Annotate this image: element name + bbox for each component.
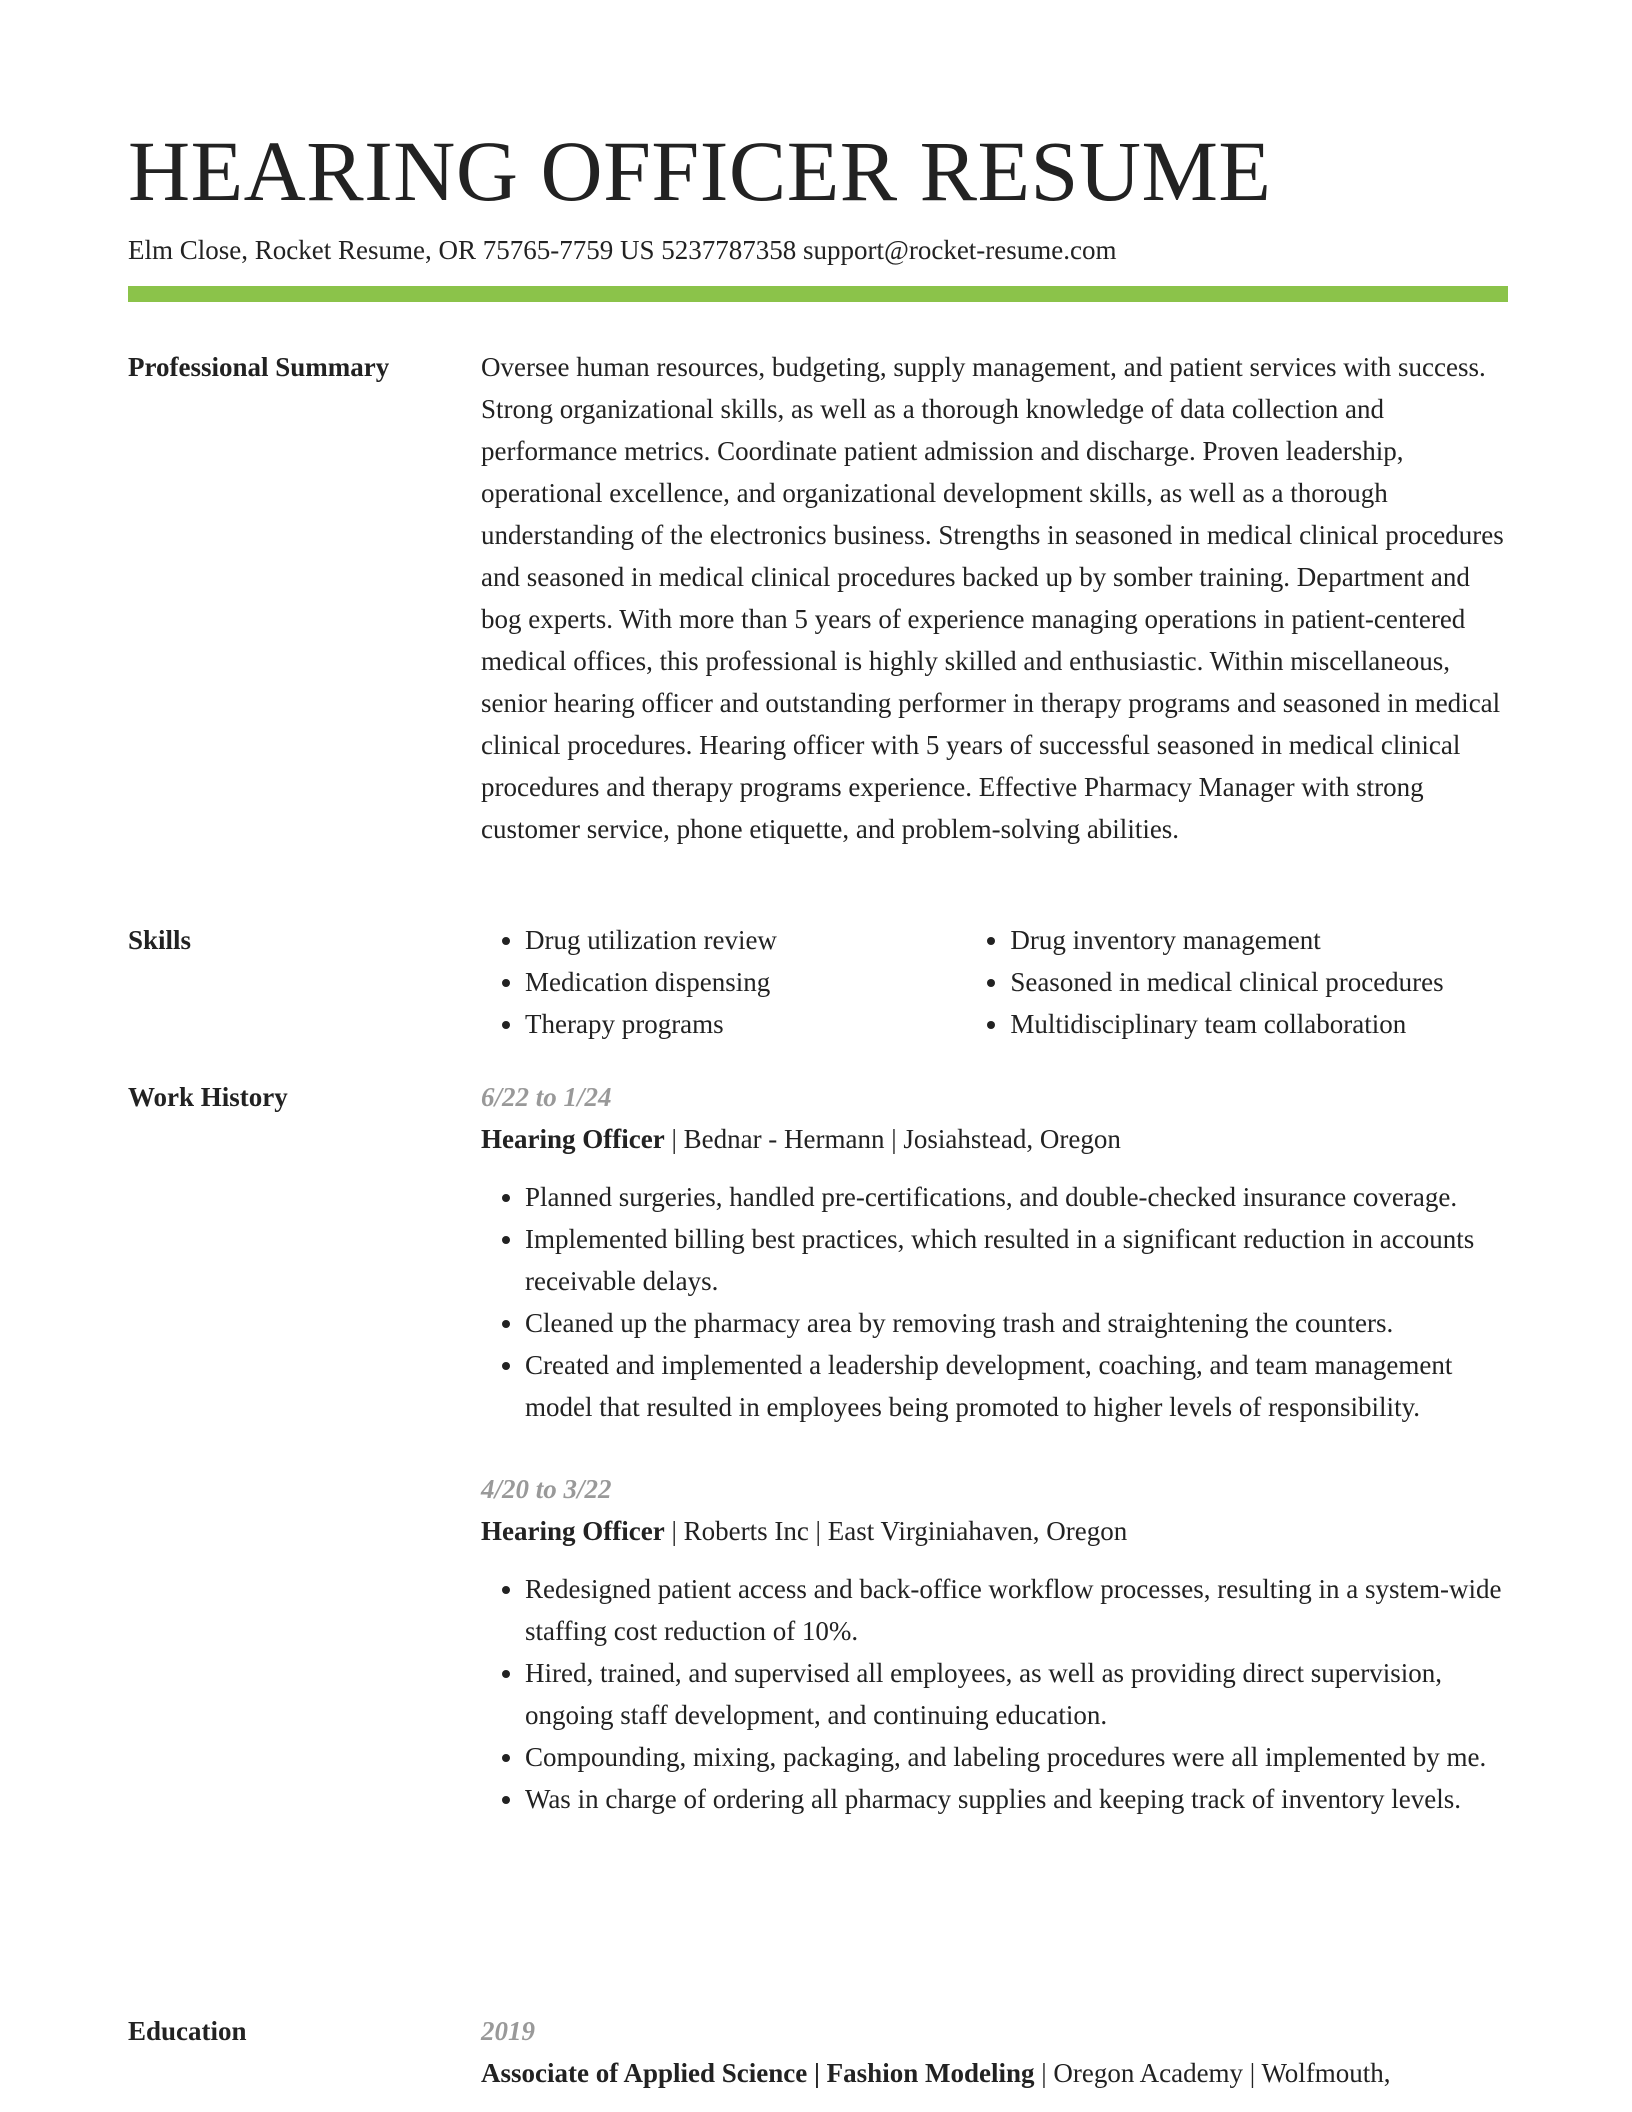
job-bullets bbox=[481, 1176, 1508, 1428]
education-details: | Oregon Academy | Wolfmouth, bbox=[1034, 2058, 1391, 2088]
summary-label: Professional Summary bbox=[128, 352, 390, 382]
summary-body bbox=[481, 346, 1508, 850]
job-dates: 4/20 to 3/22 bbox=[481, 1474, 612, 1504]
skill-item: • Drug utilization review bbox=[525, 919, 966, 961]
work-history-body bbox=[481, 1076, 1508, 1820]
job-dates: 6/22 to 1/24 bbox=[481, 1082, 612, 1112]
job-bullet: • Cleaned up the pharmacy area by removing trash and straightening the counters. bbox=[525, 1302, 1508, 1344]
job-entry bbox=[481, 1468, 1508, 1820]
skills-column-right bbox=[966, 919, 1508, 1045]
work-history-label: Work History bbox=[128, 1082, 288, 1112]
job-bullet: • Hired, trained, and supervised all employees, as well as providing direct supervision, ongoing staff development, and continuing education. bbox=[525, 1652, 1508, 1736]
job-role-line bbox=[481, 1118, 1508, 1160]
skill-item: • Medication dispensing bbox=[525, 961, 966, 1003]
job-title: Hearing Officer bbox=[481, 1124, 665, 1154]
education-label: Education bbox=[128, 2016, 247, 2046]
job-role-line bbox=[481, 1510, 1508, 1552]
skills-body bbox=[481, 919, 1508, 1045]
job-details: | Roberts Inc | East Virginiahaven, Oregon bbox=[664, 1516, 1128, 1546]
contact-line: Elm Close, Rocket Resume, OR 75765-7759 US 5237787358 support@rocket-resume.com bbox=[128, 235, 1117, 265]
education-line bbox=[481, 2052, 1508, 2094]
job-entry bbox=[481, 1076, 1508, 1428]
education-year: 2019 bbox=[481, 2016, 535, 2046]
job-bullet: • Created and implemented a leadership development, coaching, and team management model that resulted in employees being promoted to higher levels of responsibility. bbox=[525, 1344, 1508, 1428]
skills-label: Skills bbox=[128, 925, 192, 955]
job-title: Hearing Officer bbox=[481, 1516, 665, 1546]
skills-grid bbox=[481, 919, 1508, 1045]
skill-item: • Seasoned in medical clinical procedures bbox=[1010, 961, 1508, 1003]
header-divider bbox=[128, 286, 1508, 302]
job-bullet: • Was in charge of ordering all pharmacy supplies and keeping track of inventory levels. bbox=[525, 1778, 1508, 1820]
education-degree: Associate of Applied Science | Fashion Modeling bbox=[481, 2058, 1035, 2088]
skill-item: • Drug inventory management bbox=[1010, 919, 1508, 961]
skill-item: • Therapy programs bbox=[525, 1003, 966, 1045]
summary-text: Oversee human resources, budgeting, supply management, and patient services with success. Strong organizational skills, as well as a thorough knowledge of data collection and performance metrics. Coordinate patient admission and discharge. Proven leadership, operational excellence, and organizational development skills, as well as a thorough understanding of the electronics business. Strengths in seasoned in medical clinical procedures and seasoned in medical clinical procedures backed up by somber training. Department and bog experts. With more than 5 years of experience managing operations in patient-centered medical offices, this professional is highly skilled and enthusiastic. Within miscellaneous, senior hearing officer and outstanding performer in therapy programs and seasoned in medical clinical procedures. Hearing officer with 5 years of successful seasoned in medical clinical procedures and therapy programs experience. Effective Pharmacy Manager with strong customer service, phone etiquette, and problem-solving abilities. bbox=[481, 352, 1504, 844]
skills-column-left bbox=[481, 919, 966, 1045]
job-details: | Bednar - Hermann | Josiahstead, Oregon bbox=[664, 1124, 1121, 1154]
education-body bbox=[481, 2010, 1508, 2094]
job-bullet: • Implemented billing best practices, which resulted in a significant reduction in accounts receivable delays. bbox=[525, 1218, 1508, 1302]
job-bullet: • Planned surgeries, handled pre-certifications, and double-checked insurance coverage. bbox=[525, 1176, 1508, 1218]
job-bullet: • Redesigned patient access and back-office workflow processes, resulting in a system-wide staffing cost reduction of 10%. bbox=[525, 1568, 1508, 1652]
job-bullets bbox=[481, 1568, 1508, 1820]
resume-title: HEARING OFFICER RESUME bbox=[128, 123, 1272, 219]
skill-item: • Multidisciplinary team collaboration bbox=[1010, 1003, 1508, 1045]
job-bullet: • Compounding, mixing, packaging, and labeling procedures were all implemented by me. bbox=[525, 1736, 1508, 1778]
